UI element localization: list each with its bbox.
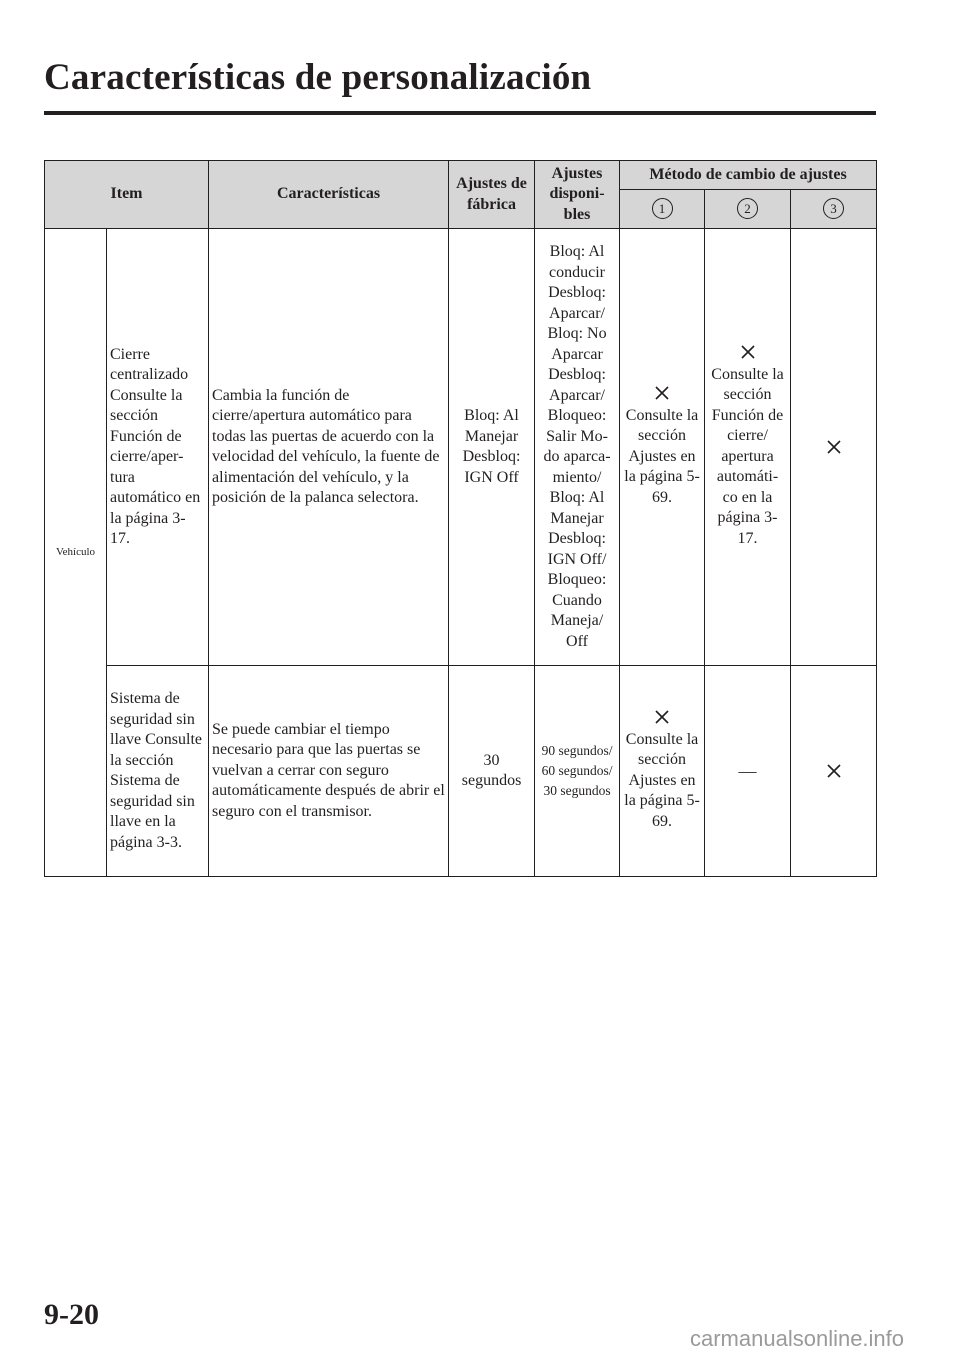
title-rule — [44, 111, 876, 115]
available-settings-cell: Bloq: Al conducir Desbloq: Aparcar/ Bloq: No Aparcar Desbloq: Aparcar/ Bloqueo: Salir Mo- do aparca- miento/ Bloq: Al Manejar Desbloq: IGN Off/ Bloqueo: Cuando Maneja/ Off — [535, 229, 620, 666]
header-method-2 — [705, 190, 791, 229]
method-1-cell — [620, 229, 705, 666]
header-row — [45, 161, 877, 190]
factory-settings-cell: 30 segundos — [449, 666, 535, 877]
method-1-text: Consulte la sección Ajustes en la página 5-69. — [624, 730, 700, 830]
page-number: 9-20 — [44, 1298, 99, 1331]
available-settings-cell: 90 segundos/ 60 segundos/ 30 segundos — [535, 666, 620, 877]
cross-icon — [741, 345, 755, 359]
factory-settings-cell: Bloq: Al Manejar Desbloq: IGN Off — [449, 229, 535, 666]
settings-table-container — [44, 160, 876, 877]
circled-number-3: 3 — [823, 198, 844, 219]
watermark: carmanualsonline.info — [690, 1326, 905, 1351]
category-cell: Vehículo — [45, 229, 107, 877]
method-3-cell — [791, 666, 877, 877]
header-available-settings: Ajustes disponi- bles — [535, 161, 620, 229]
method-2-text: Consulte la sección Función de cierre/ apertura automáti- co en la página 3-17. — [711, 365, 784, 547]
page-title: Características de personalización — [44, 57, 592, 98]
item-cell: Sistema de seguridad sin llave Consulte la sección Sistema de seguridad sin llave en la página 3-3. — [107, 666, 209, 877]
header-features: Características — [209, 161, 449, 229]
cross-icon — [827, 440, 841, 454]
item-cell: Cierre centralizado Consulte la sección Función de cierre/aper- tura automático en la página 3-17. — [107, 229, 209, 666]
features-cell: Cambia la función de cierre/apertura automático para todas las puertas de acuerdo con la velocidad del vehículo, la fuente de alimentación del vehículo, y la posición de la palanca selectora. — [209, 229, 449, 666]
circled-number-2: 2 — [737, 198, 758, 219]
cross-icon — [827, 764, 841, 778]
table-row — [45, 666, 877, 877]
circled-number-1: 1 — [652, 198, 673, 219]
features-cell: Se puede cambiar el tiempo necesario para que las puertas se vuelvan a cerrar con seguro automáticamente después de abrir el seguro con el transmisor. — [209, 666, 449, 877]
cross-icon — [655, 710, 669, 724]
method-2-cell — [705, 229, 791, 666]
settings-table — [44, 160, 877, 877]
header-item: Item — [45, 161, 209, 229]
table-row — [45, 229, 877, 666]
header-method-1 — [620, 190, 705, 229]
method-1-text: Consulte la sección Ajustes en la página 5-69. — [624, 406, 700, 506]
method-3-cell — [791, 229, 877, 666]
header-method-3 — [791, 190, 877, 229]
cross-icon — [655, 386, 669, 400]
header-factory-settings: Ajustes de fábrica — [449, 161, 535, 229]
method-1-cell — [620, 666, 705, 877]
header-change-method: Método de cambio de ajustes — [620, 161, 877, 190]
method-2-cell: — — [705, 666, 791, 877]
